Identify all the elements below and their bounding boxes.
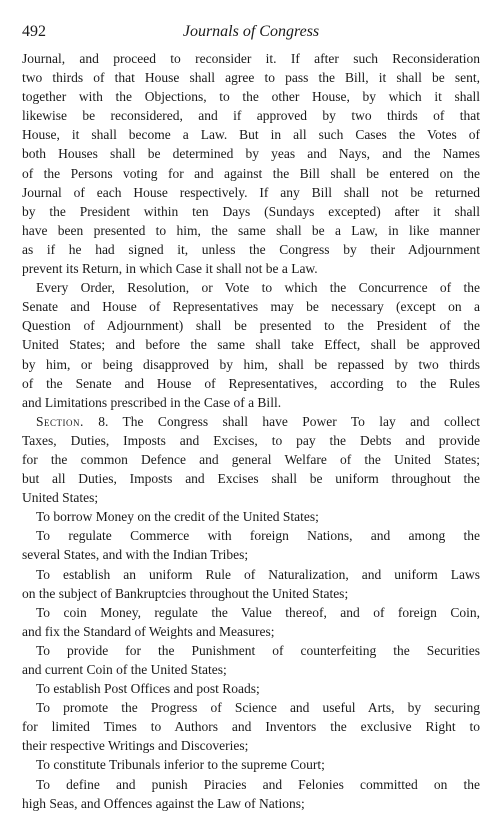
text-line: United States; — [22, 490, 99, 506]
text-line: together with the Objections, to the other House, by which it shall — [22, 89, 480, 105]
text-line: To regulate Commerce with foreign Nations, and among the — [36, 528, 480, 544]
text-line: To define and punish Piracies and Felonies committed on the — [36, 776, 480, 792]
text-line: United States; and before the same shall take Effect, shall be approved — [22, 337, 480, 353]
text-line: and fix the Standard of Weights and Measures; — [22, 623, 275, 639]
text-line: To provide for the Punishment of counterfeiting the Securities — [36, 642, 480, 658]
text-line: Journal, and proceed to reconsider it. If after such Reconsideration — [22, 51, 480, 66]
text-line: likewise be reconsidered, and if approved by two thirds of that — [22, 108, 480, 124]
text-line: House, it shall become a Law. But in all such Cases the Votes of — [22, 127, 480, 143]
text-line: by the President within ten Days (Sundays excepted) after it shall — [22, 203, 480, 219]
text-line: To promote the Progress of Science and useful Arts, by securing — [36, 700, 480, 716]
text-line: by him, or being disapproved by him, shall be repassed by two thirds — [22, 356, 480, 372]
text-line: Taxes, Duties, Imposts and Excises, to pay the Debts and provide — [22, 432, 480, 448]
line-text: 8. The Congress shall have Power To lay and collect — [83, 413, 480, 429]
text-line: for the common Defence and general Welfare of the United States; — [22, 451, 480, 467]
text-line: To coin Money, regulate the Value thereof, and of foreign Coin, — [36, 604, 480, 620]
text-line — [22, 412, 480, 431]
text-line: their respective Writings and Discoveries; — [22, 738, 249, 754]
text-line: Every Order, Resolution, or Vote to which the Concurrence of the — [36, 280, 480, 296]
page-header — [22, 20, 480, 44]
text-line: To establish an uniform Rule of Naturalization, and uniform Laws — [36, 566, 480, 582]
text-line: To constitute Tribunals inferior to the supreme Court; — [36, 757, 325, 773]
text-line: high Seas, and Offences against the Law of Nations; — [22, 795, 305, 811]
text-line: and Limitations prescribed in the Case of a Bill. — [22, 394, 282, 410]
text-line: for limited Times to Authors and Inventors the exclusive Right to — [22, 719, 480, 735]
text-line: To borrow Money on the credit of the United States; — [36, 509, 319, 525]
text-line: and current Coin of the United States; — [22, 662, 227, 677]
text-line: To establish Post Offices and post Roads; — [36, 681, 260, 697]
text-line: have been presented to him, the same shall be a Law, in like manner — [22, 222, 480, 238]
text-line: two thirds of that House shall agree to pass the Bill, it shall be sent, — [22, 70, 480, 86]
text-line: prevent its Return, in which Case it shall not be a Law. — [22, 261, 318, 277]
running-head: Journals of Congress — [182, 23, 320, 40]
text-line: of the Persons voting for and against the Bill shall be entered on the — [22, 165, 480, 181]
text-line: Question of Adjournment) shall be presented to the President of the — [22, 318, 480, 334]
section-label: Section. — [36, 413, 84, 429]
text-line: Senate and House of Representatives may be necessary (except on a — [22, 299, 480, 315]
text-line: but all Duties, Imposts and Excises shall be uniform throughout the — [22, 471, 480, 487]
body-text — [22, 49, 480, 813]
text-line: as if he had signed it, unless the Congress by their Adjournment — [22, 241, 480, 257]
text-line: of the Senate and House of Representatives, according to the Rules — [22, 375, 480, 391]
text-line: both Houses shall be determined by yeas and Nays, and the Names — [22, 146, 480, 162]
page-number: 492 — [22, 23, 46, 40]
text-line: Journal of each House respectively. If any Bill shall not be returned — [22, 184, 480, 200]
text-line: on the subject of Bankruptcies throughout the United States; — [22, 585, 349, 601]
text-line: several States, and with the Indian Tribes; — [22, 547, 249, 563]
